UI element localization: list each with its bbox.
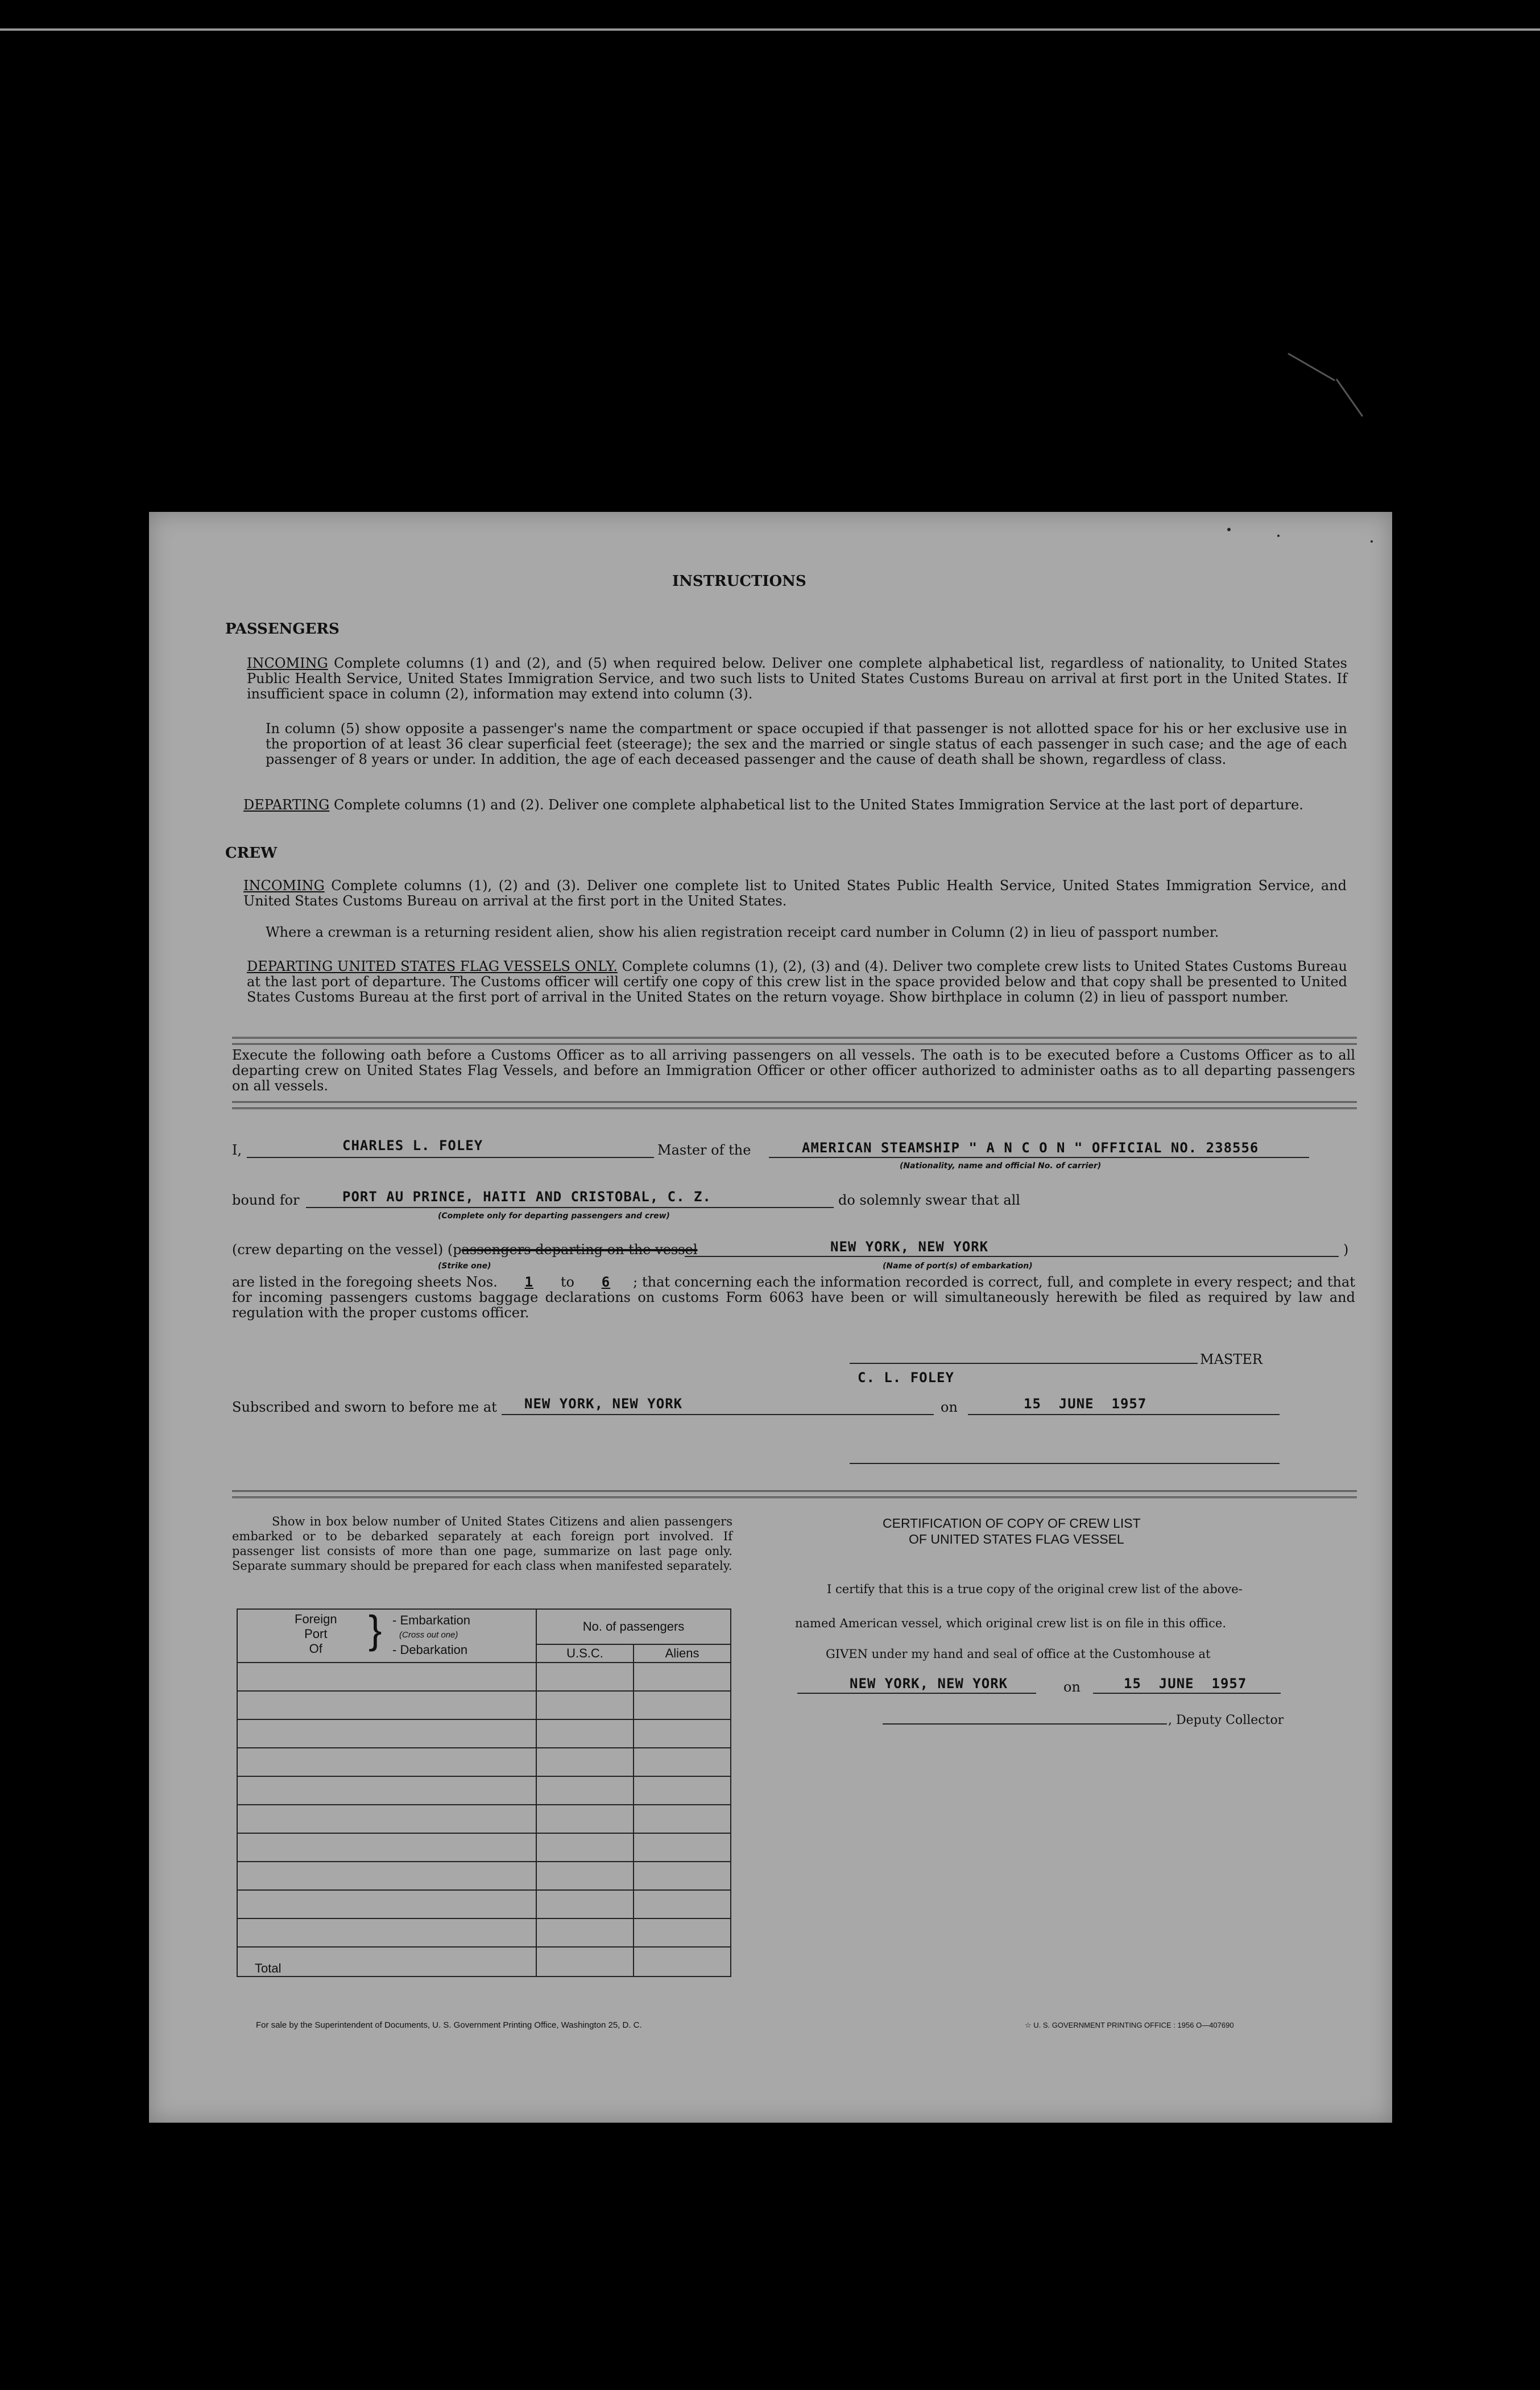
summary-row [237, 1918, 731, 1947]
master-signature: C. L. FOLEY [858, 1370, 954, 1386]
summary-row [237, 1833, 731, 1862]
subscribed-label: Subscribed and sworn to before me at [232, 1399, 497, 1415]
aliens-cell [634, 1748, 731, 1776]
ink-speck [1227, 528, 1231, 531]
deputy-collector-label: , Deputy Collector [1168, 1713, 1284, 1727]
aliens-header: Aliens [634, 1644, 731, 1663]
crew-departing-text: (crew departing on the vessel) (p [232, 1242, 462, 1258]
passengers-departing-label: DEPARTING [243, 797, 330, 813]
certification-text-3: GIVEN under my hand and seal of office at the Customhouse at [826, 1647, 1211, 1661]
aliens-cell [634, 1862, 731, 1890]
table-header-row [237, 1609, 731, 1644]
scanner-edge-line [0, 28, 1540, 31]
bound-for-value: PORT AU PRINCE, HAITI AND CRISTOBAL, C. Z. [342, 1189, 711, 1205]
certification-date: 15 JUNE 1957 [1124, 1676, 1247, 1692]
crew-departing-text: Complete columns (1), (2), (3) and (4). Deliver two complete crew lists to United States Customs Bureau at the last port of departure. The Customs officer will certify one copy of this crew list in the space provided below and that copy shall be presented to United States Customs Bureau at the first port of arrival in the United States on the return voyage. Show birthplace in column (2) in lieu of passport number. [247, 958, 1347, 1005]
foreign-port-header [237, 1609, 536, 1663]
certification-place: NEW YORK, NEW YORK [850, 1676, 1008, 1692]
port-value: NEW YORK, NEW YORK [830, 1239, 989, 1255]
struck-passengers-text: assengers departing on the vessel [461, 1242, 698, 1258]
bound-for-caption: (Complete only for departing passengers and crew) [438, 1211, 670, 1221]
statement-text: ; that concerning each the information recorded is correct, full, and complete in every respect; and that for incoming passengers customs baggage declarations on customs Form 6063 have been or will simultaneously herewith be filed as required by law and regulation with the proper customs officer. [232, 1274, 1355, 1321]
aliens-cell [634, 1776, 731, 1805]
usc-cell [536, 1719, 634, 1748]
film-scratch [1336, 379, 1363, 417]
usc-cell [536, 1805, 634, 1833]
port-line [685, 1256, 1339, 1257]
aliens-cell [634, 1918, 731, 1947]
passengers-departing-paragraph [243, 797, 1347, 813]
crew-departing-label: DEPARTING UNITED STATES FLAG VESSELS ONLY. [247, 958, 618, 974]
crew-departing-label [232, 1242, 697, 1258]
total-aliens-cell [634, 1947, 731, 1976]
double-rule [232, 1490, 1357, 1498]
crew-list-form-page [149, 512, 1392, 2123]
oath-i-label: I, [232, 1142, 242, 1158]
summary-row [237, 1890, 731, 1918]
certification-place-line [797, 1693, 1036, 1694]
passengers-incoming-label: INCOMING [247, 655, 328, 671]
to-label: to [560, 1274, 574, 1290]
port-caption: (Name of port(s) of embarkation) [883, 1262, 1033, 1271]
summary-row [237, 1776, 731, 1805]
port-close-paren: ) [1343, 1242, 1349, 1258]
passengers-incoming-paragraph [247, 656, 1347, 702]
subscribed-place-line [502, 1414, 934, 1415]
port-cell [237, 1918, 536, 1947]
usc-cell [536, 1691, 634, 1719]
usc-cell [536, 1663, 634, 1691]
certification-title-2: OF UNITED STATES FLAG VESSEL [909, 1532, 1124, 1547]
bound-for-label: bound for [232, 1192, 300, 1208]
sheet-to: 6 [601, 1274, 611, 1290]
master-signature-line [850, 1363, 1198, 1364]
no-passengers-header: No. of passengers [536, 1609, 731, 1644]
master-name: CHARLES L. FOLEY [342, 1138, 483, 1153]
film-scratch [1288, 353, 1335, 381]
ink-speck [1277, 535, 1280, 537]
crew-incoming-text: Complete columns (1), (2) and (3). Deliver one complete list to United States Public Health Service, United States Immigration Service, and United States Customs Bureau on arrival at the first port in the United States. [243, 878, 1347, 909]
aliens-cell [634, 1890, 731, 1918]
footer-sale-note: For sale by the Superintendent of Documents, U. S. Government Printing Office, Washington 25, D. C. [256, 2020, 642, 2030]
listed-label: are listed in the foregoing sheets Nos. [232, 1274, 498, 1290]
usc-cell [536, 1862, 634, 1890]
port-cell [237, 1663, 536, 1691]
certification-on-label: on [1063, 1679, 1081, 1695]
swear-label: do solemnly swear that all [838, 1192, 1020, 1208]
brace-glyph: } [369, 1607, 382, 1652]
port-cell [237, 1691, 536, 1719]
summary-row [237, 1748, 731, 1776]
oath-statement [232, 1275, 1355, 1321]
master-label: MASTER [1200, 1351, 1262, 1367]
passengers-incoming-text: Complete columns (1) and (2), and (5) when required below. Deliver one complete alphabetical list, regardless of nationality, to United States Public Health Service, United States Immigration Service, and two such lists to United States Customs Bureau on arrival at first port in the United States. If insufficient space in column (2), information may extend into column (3). [247, 655, 1347, 702]
usc-cell [536, 1890, 634, 1918]
passengers-column5-paragraph: In column (5) show opposite a passenger's name the compartment or space occupied if that passenger is not allotted space for his or her exclusive use in the proportion of at least 36 clear superficial feet (steerage); the sex and the married or single status of each passenger in such case; and the age of each passenger of 8 years or under. In addition, the age of each deceased passenger and the cause of death shall be shown, regardless of class. [266, 721, 1347, 767]
crew-departing-paragraph [247, 959, 1347, 1005]
port-cell [237, 1833, 536, 1862]
aliens-cell [634, 1805, 731, 1833]
crew-returning-paragraph: Where a crewman is a returning resident alien, show his alien registration receipt card number in Column (2) in lieu of passport number. [266, 924, 1219, 940]
sheet-from: 1 [524, 1274, 534, 1290]
subscribed-on-label: on [941, 1399, 958, 1415]
port-cell [237, 1719, 536, 1748]
port-cell [237, 1748, 536, 1776]
aliens-cell [634, 1663, 731, 1691]
summary-row [237, 1719, 731, 1748]
certification-date-line [1093, 1693, 1281, 1694]
page-title: INSTRUCTIONS [672, 573, 806, 590]
ink-speck [1371, 540, 1373, 543]
port-cell [237, 1805, 536, 1833]
foreign-label: Foreign [295, 1612, 337, 1626]
deputy-signature-line [883, 1723, 1167, 1725]
summary-row [237, 1691, 731, 1719]
strike-caption: (Strike one) [438, 1262, 491, 1271]
port-cell [237, 1776, 536, 1805]
master-of-label: Master of the [657, 1142, 751, 1158]
certification-text-2: named American vessel, which original crew list is on file in this office. [795, 1616, 1226, 1630]
port-label: Port [304, 1627, 328, 1641]
foreign-port-label [295, 1612, 337, 1656]
port-cell [237, 1862, 536, 1890]
debarkation-label: - Debarkation [392, 1643, 468, 1657]
passenger-summary-table [237, 1609, 731, 1977]
master-name-line [247, 1157, 654, 1158]
crew-incoming-label: INCOMING [243, 878, 325, 894]
aliens-cell [634, 1719, 731, 1748]
summary-row [237, 1663, 731, 1691]
aliens-cell [634, 1691, 731, 1719]
crew-incoming-paragraph [243, 878, 1347, 909]
port-cell [237, 1890, 536, 1918]
usc-cell [536, 1776, 634, 1805]
footer-printing-office: ☆ U. S. GOVERNMENT PRINTING OFFICE : 1956 O—407690 [1025, 2021, 1234, 2029]
total-label: Total [237, 1947, 536, 1976]
passengers-heading: PASSENGERS [225, 621, 340, 638]
vessel-name: AMERICAN STEAMSHIP " A N C O N " OFFICIAL NO. 238556 [802, 1140, 1259, 1156]
summary-row [237, 1862, 731, 1890]
certification-text-1: I certify that this is a true copy of the original crew list of the above- [827, 1582, 1243, 1596]
subscribed-date-line [968, 1414, 1280, 1415]
subscribed-place: NEW YORK, NEW YORK [524, 1396, 683, 1412]
embark-debark-labels [392, 1613, 470, 1657]
vessel-caption: (Nationality, name and official No. of carrier) [900, 1161, 1102, 1171]
summary-instructions: Show in box below number of United States Citizens and alien passengers embarked or to be debarked separately at each foreign port involved. If passenger list consists of more than one page, summarize on last page only. Separate summary should be prepared for each class when manifested separately. [232, 1515, 732, 1573]
double-rule [232, 1037, 1357, 1045]
usc-cell [536, 1833, 634, 1862]
usc-header: U.S.C. [536, 1644, 634, 1663]
crew-heading: CREW [225, 845, 278, 862]
summary-row [237, 1805, 731, 1833]
total-usc-cell [536, 1947, 634, 1976]
subscribed-date: 15 JUNE 1957 [1024, 1396, 1147, 1412]
total-row [237, 1947, 731, 1976]
of-label: Of [309, 1641, 322, 1656]
usc-cell [536, 1748, 634, 1776]
summary-rows [237, 1663, 731, 1947]
usc-cell [536, 1918, 634, 1947]
passengers-departing-text: Complete columns (1) and (2). Deliver one complete alphabetical list to the United States Immigration Service at the last port of departure. [334, 797, 1303, 813]
certification-title-1: CERTIFICATION OF COPY OF CREW LIST [883, 1516, 1141, 1531]
embarkation-label: - Embarkation [392, 1613, 470, 1627]
officer-signature-line [850, 1463, 1280, 1464]
aliens-cell [634, 1833, 731, 1862]
oath-instructions: Execute the following oath before a Customs Officer as to all arriving passengers on all vessels. The oath is to be executed before a Customs Officer as to all departing crew on United States Flag Vessels, and before an Immigration Officer or other officer authorized to administer oaths as to all departing passengers on all vessels. [232, 1047, 1355, 1094]
double-rule [232, 1101, 1357, 1109]
cross-out-label: (Cross out one) [399, 1630, 458, 1640]
